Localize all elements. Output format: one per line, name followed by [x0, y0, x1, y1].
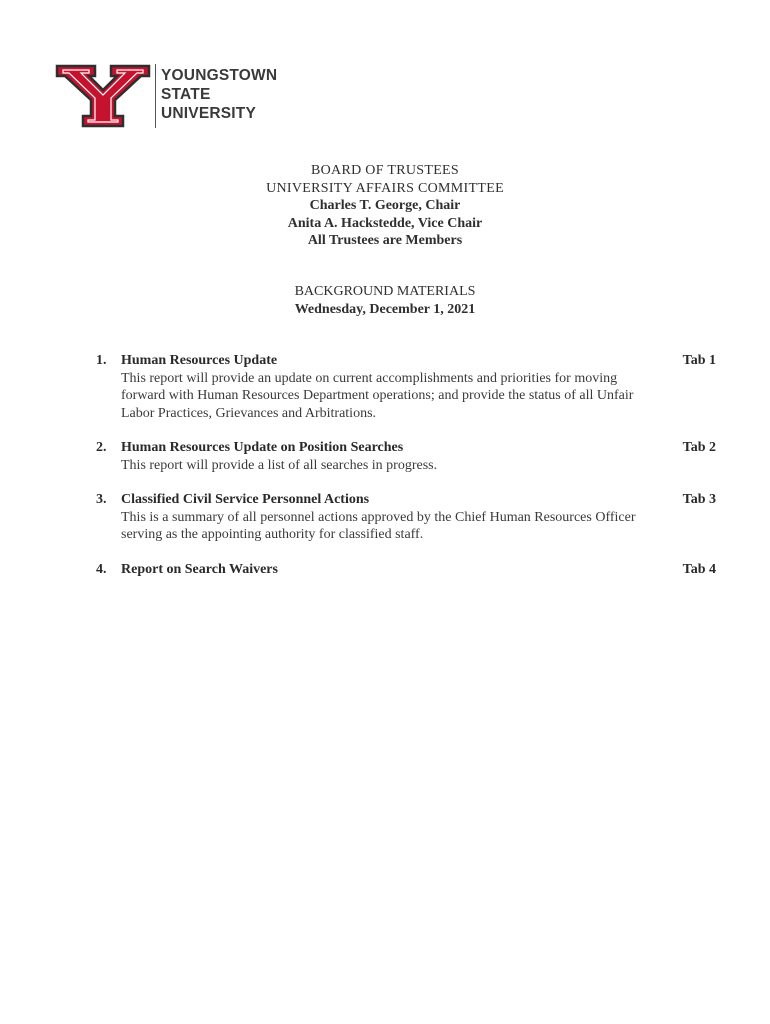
ysu-y-logo-icon [55, 64, 151, 128]
agenda-item-description: This is a summary of all personnel actions approved by the Chief Human Resources Officer serving as the appointing authority for classified staff. [121, 509, 636, 542]
university-logo [55, 62, 285, 130]
meeting-date: Wednesday, December 1, 2021 [294, 301, 476, 317]
logo-line-2: STATE [161, 86, 211, 103]
committee-title: UNIVERSITY AFFAIRS COMMITTEE [266, 180, 504, 196]
agenda-item-1 [96, 352, 716, 422]
logo-line-1: YOUNGSTOWN [161, 67, 278, 84]
agenda-item-tab: Tab 1 [682, 353, 716, 368]
agenda-item-number: 3. [96, 492, 107, 507]
agenda-item-tab: Tab 3 [682, 492, 716, 507]
members-line: All Trustees are Members [307, 233, 463, 248]
agenda-item-title: Report on Search Waivers [121, 561, 278, 577]
agenda-item-4 [96, 561, 716, 579]
agenda-item-tab: Tab 2 [682, 440, 716, 455]
logo-wordmark [161, 66, 277, 123]
board-title: BOARD OF TRUSTEES [311, 163, 459, 178]
agenda-list [96, 352, 716, 595]
background-materials-title: BACKGROUND MATERIALS [294, 284, 476, 299]
agenda-item-title: Human Resources Update [121, 353, 278, 368]
agenda-item-number: 1. [96, 353, 107, 368]
agenda-item-number: 4. [96, 561, 107, 577]
vice-chair-line: Anita A. Hackstedde, Vice Chair [287, 215, 483, 231]
agenda-item-title: Human Resources Update on Position Searches [121, 440, 404, 455]
agenda-item-number: 2. [96, 440, 107, 455]
agenda-item-title: Classified Civil Service Personnel Actions [121, 492, 370, 507]
background-materials-heading [0, 283, 770, 318]
agenda-item-2 [96, 439, 716, 474]
agenda-item-tab: Tab 4 [682, 561, 716, 577]
agenda-item-description: This report will provide a list of all searches in progress. [121, 457, 438, 473]
committee-header [0, 162, 770, 250]
agenda-item-3 [96, 491, 716, 544]
chair-line: Charles T. George, Chair [309, 198, 461, 213]
logo-line-3: UNIVERSITY [161, 105, 257, 122]
agenda-item-description: This report will provide an update on current accomplishments and priorities for moving forward with Human Resources Department operations; and provide the status of all Unfair Labor Practices, Grievances and Arbitrations. [121, 370, 634, 421]
logo-divider [155, 64, 156, 128]
